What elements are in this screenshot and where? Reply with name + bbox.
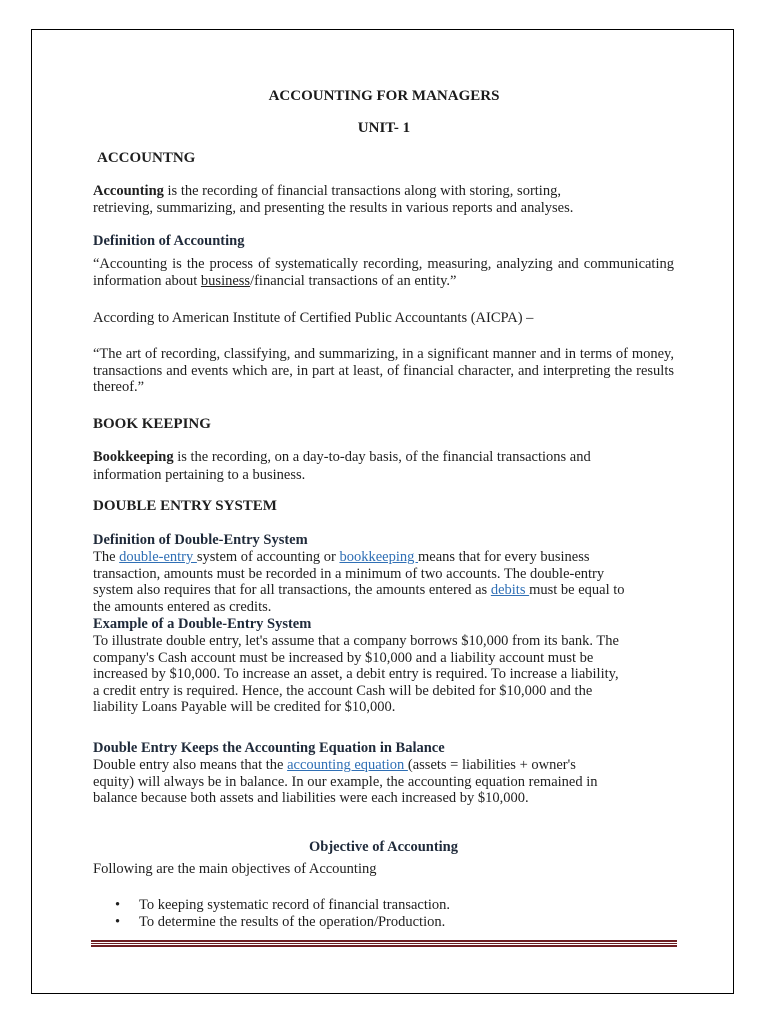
unit-label: UNIT- 1 [357, 120, 411, 136]
balance-section [93, 740, 674, 807]
def-line3-end: must be equal to [529, 582, 625, 598]
bookkeeping-line1: is the recording, on a day-to-day basis, of the financial transactions and [173, 449, 591, 465]
aicpa-intro: According to American Institute of Certified Public Accountants (AICPA) – [93, 310, 534, 326]
def-line4: the amounts entered as credits. [93, 598, 272, 615]
section-heading-double-entry: DOUBLE ENTRY SYSTEM [93, 498, 277, 514]
list-item-text: To determine the results of the operation/Production. [139, 914, 446, 930]
bookkeeping-link[interactable]: bookkeeping [339, 549, 418, 565]
accounting-term: Accounting [93, 183, 164, 199]
example-heading: Example of a Double-Entry System [93, 616, 312, 632]
balance-heading: Double Entry Keeps the Accounting Equation in Balance [93, 740, 445, 756]
double-entry-def-heading: Definition of Double-Entry System [93, 532, 308, 548]
bullet-icon: • [115, 914, 121, 930]
double-entry-definition [93, 532, 674, 716]
section-heading-accounting: ACCOUNTNG [97, 150, 196, 166]
double-entry-link[interactable]: double-entry [119, 549, 197, 565]
def-line2: transaction, amounts must be recorded in a minimum of two accounts. The double-entry [93, 565, 605, 582]
balance-line2: equity) will always be in balance. In our example, the accounting equation remained in [93, 773, 598, 790]
balance-line1-end: (assets = liabilities + owner's [407, 757, 576, 773]
objective-heading: Objective of Accounting [308, 839, 458, 855]
debits-link[interactable]: debits [490, 582, 530, 598]
example-line: liability Loans Payable will be credited for $10,000. [93, 699, 396, 715]
accounting-line1: is the recording of financial transactions along with storing, sorting, [163, 183, 561, 199]
accounting-line2: retrieving, summarizing, and presenting the results in various reports and analyses. [93, 199, 574, 216]
list-item [93, 897, 674, 914]
list-item-text: To keeping systematic record of financial transaction. [139, 897, 451, 913]
def-line1-start: The [93, 549, 120, 565]
definition-quote-end: /financial transactions of an entity.” [250, 272, 457, 289]
definition-quote-start: “Accounting is the process of systematically recording, measuring, analyzing and communicating information about [93, 256, 674, 289]
definition-quote [93, 256, 674, 289]
bullet-icon: • [115, 897, 121, 913]
accounting-equation-link[interactable]: accounting equation [287, 757, 408, 773]
objective-intro: Following are the main objectives of Accounting [93, 861, 377, 877]
def-line1-end: means that for every business [417, 549, 590, 565]
example-line: company's Cash account must be increased by $10,000 and a liability account must be [93, 649, 594, 666]
example-line: a credit entry is required. Hence, the account Cash will be debited for $10,000 and the [93, 682, 593, 699]
balance-line3: balance because both assets and liabilities were each increased by $10,000. [93, 790, 529, 806]
def-line3-start: system also requires that for all transactions, the amounts entered as [93, 582, 491, 598]
bookkeeping-paragraph [93, 449, 674, 483]
balance-line1-start: Double entry also means that the [93, 757, 288, 773]
aicpa-quote: “The art of recording, classifying, and summarizing, in a significant manner and in terms of money, transactions and events which are, in part at least, of financial character, and interpreting the results thereof.” [93, 346, 674, 395]
bookkeeping-line2: information pertaining to a business. [93, 466, 306, 483]
business-link[interactable]: business [200, 272, 251, 289]
definition-heading: Definition of Accounting [93, 233, 245, 249]
objective-list [93, 897, 674, 931]
document-title: ACCOUNTING FOR MANAGERS [268, 88, 500, 104]
section-heading-bookkeeping: BOOK KEEPING [93, 416, 211, 432]
bookkeeping-term: Bookkeeping [93, 449, 174, 465]
example-line: increased by $10,000. To increase an asset, a debit entry is required. To increase a liability, [93, 666, 619, 682]
example-line: To illustrate double entry, let's assume that a company borrows $10,000 from its bank. The [93, 633, 619, 649]
list-item [93, 914, 674, 931]
def-line1-middle: system of accounting or [196, 549, 340, 565]
accounting-paragraph [93, 183, 674, 216]
footer-divider [91, 940, 677, 947]
